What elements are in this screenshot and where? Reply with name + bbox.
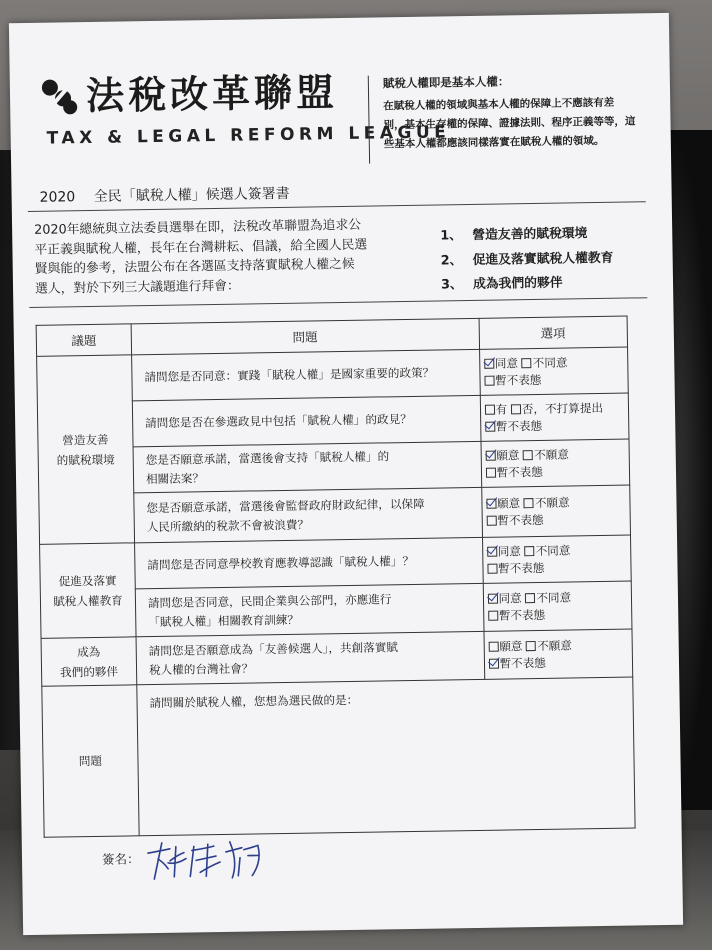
form-year: 2020 [39, 189, 76, 206]
option-checkbox[interactable] [487, 563, 497, 573]
intro-line: 選人，對於下列三大議題進行拜會： [34, 278, 240, 297]
option-checkbox[interactable] [524, 498, 534, 508]
option-cell: 同意 不同意 暫不表態 [483, 581, 632, 631]
option-cell: 願意 不願意 暫不表態 [481, 485, 630, 537]
table-row [42, 677, 635, 837]
signature-form-paper [9, 13, 683, 935]
option-checkbox[interactable] [486, 515, 496, 525]
handwritten-signature [134, 831, 285, 887]
option-checkbox[interactable] [488, 641, 498, 651]
rights-line: 些基本人權都應該同樣落實在賦稅人權的領域。 [383, 134, 605, 151]
org-name-zh: 法稅改革聯盟 [85, 70, 339, 119]
topic-cell: 成為 我們的夥伴 [41, 637, 137, 686]
option-checkbox[interactable] [485, 450, 495, 460]
option-checkbox[interactable] [487, 593, 497, 603]
org-name-en: TAX & LEGAL REFORM LEAGUE [46, 122, 451, 149]
option-checkbox[interactable] [486, 498, 496, 508]
question-cell: 請問您是否同意，民間企業與公部門，亦應進行 「賦稅人權」相關教育訓練？ [135, 583, 483, 636]
option-checkbox[interactable] [523, 450, 533, 460]
question-cell: 請問您是否願意成為「友善候選人」，共創落實賦 稅人權的台灣社會？ [136, 631, 484, 684]
option-checkbox[interactable] [484, 404, 494, 414]
rights-statement [368, 71, 656, 163]
option-checkbox[interactable] [484, 358, 494, 368]
question-cell: 您是否願意承諾，當選後會支持「賦稅人權」的 相關法案？ [133, 441, 481, 492]
open-question-text: 請問關於賦稅人權，您想為選民做的是： [149, 692, 359, 711]
question-cell: 請問您是否同意學校教育應教導認識「賦稅人權」？ [135, 537, 483, 588]
form-title-text: 全民「賦稅人權」候選人簽署書 [93, 185, 290, 205]
percent-logo-icon [38, 74, 83, 119]
issue-item: 2、 促進及落實賦稅人權教育 [440, 250, 614, 268]
form-title [39, 183, 289, 207]
option-checkbox[interactable] [484, 375, 494, 385]
option-checkbox[interactable] [525, 593, 535, 603]
open-answer-area[interactable] [137, 677, 635, 836]
option-checkbox[interactable] [487, 546, 497, 556]
intro-divider [29, 297, 647, 308]
option-cell: 同意 不同意 暫不表態 [479, 347, 628, 395]
issue-item: 3、 成為我們的夥伴 [440, 275, 563, 293]
header-options: 選項 [479, 316, 628, 349]
question-cell: 您是否願意承諾，當選後會監督政府財政紀律，以保障 人民所繳納的稅款不會被浪費？ [134, 487, 482, 542]
option-cell: 願意 不願意 暫不表態 [481, 439, 630, 487]
question-cell: 請問您是否同意：實踐「賦稅人權」是國家重要的政策？ [132, 349, 480, 400]
topic-cell: 問題 [42, 685, 139, 837]
intro-line: 平正義與賦稅人權，長年在台灣耕耘、倡議，給全國人民選 [34, 237, 368, 258]
option-checkbox[interactable] [485, 421, 495, 431]
header-topic: 議題 [36, 324, 131, 356]
intro-paragraph [34, 215, 423, 299]
signature-label: 簽名： [101, 851, 140, 867]
rights-body [383, 93, 656, 154]
issue-item: 1、 營造友善的賦稅環境 [440, 226, 588, 244]
option-checkbox[interactable] [522, 358, 532, 368]
option-checkbox[interactable] [511, 404, 521, 414]
topic-cell: 營造友善 的賦稅環境 [37, 355, 135, 544]
org-logo [38, 70, 339, 119]
option-cell: 同意 不同意 暫不表態 [482, 535, 631, 583]
header-question: 問題 [131, 318, 479, 354]
issues-list [440, 222, 614, 298]
rights-line: 別，基本生存權的保障、證據法則、程序正義等等，這 [383, 115, 636, 132]
intro-line: 2020年總統與立法委員選舉在即，法稅改革聯盟為追求公 [34, 217, 362, 238]
option-checkbox[interactable] [488, 658, 498, 668]
option-checkbox[interactable] [485, 467, 495, 477]
option-cell: 願意 不願意 暫不表態 [484, 629, 633, 679]
option-cell: 有 否，不打算提出 暫不表態 [480, 393, 629, 441]
questionnaire-table [36, 316, 636, 838]
rights-line: 在賦稅人權的領域與基本人權的保障上不應該有差 [383, 96, 615, 113]
rights-title: 賦稅人權即是基本人權： [382, 74, 510, 91]
option-checkbox[interactable] [526, 641, 536, 651]
intro-line: 賢與能的參考，法盟公布在各選區支持落實賦稅人權之候 [34, 256, 355, 277]
topic-cell: 促進及落實 賦稅人權教育 [40, 543, 136, 638]
option-checkbox[interactable] [525, 546, 535, 556]
question-cell: 請問您是否在參選政見中包括「賦稅人權」的政見？ [132, 395, 480, 446]
option-checkbox[interactable] [488, 610, 498, 620]
